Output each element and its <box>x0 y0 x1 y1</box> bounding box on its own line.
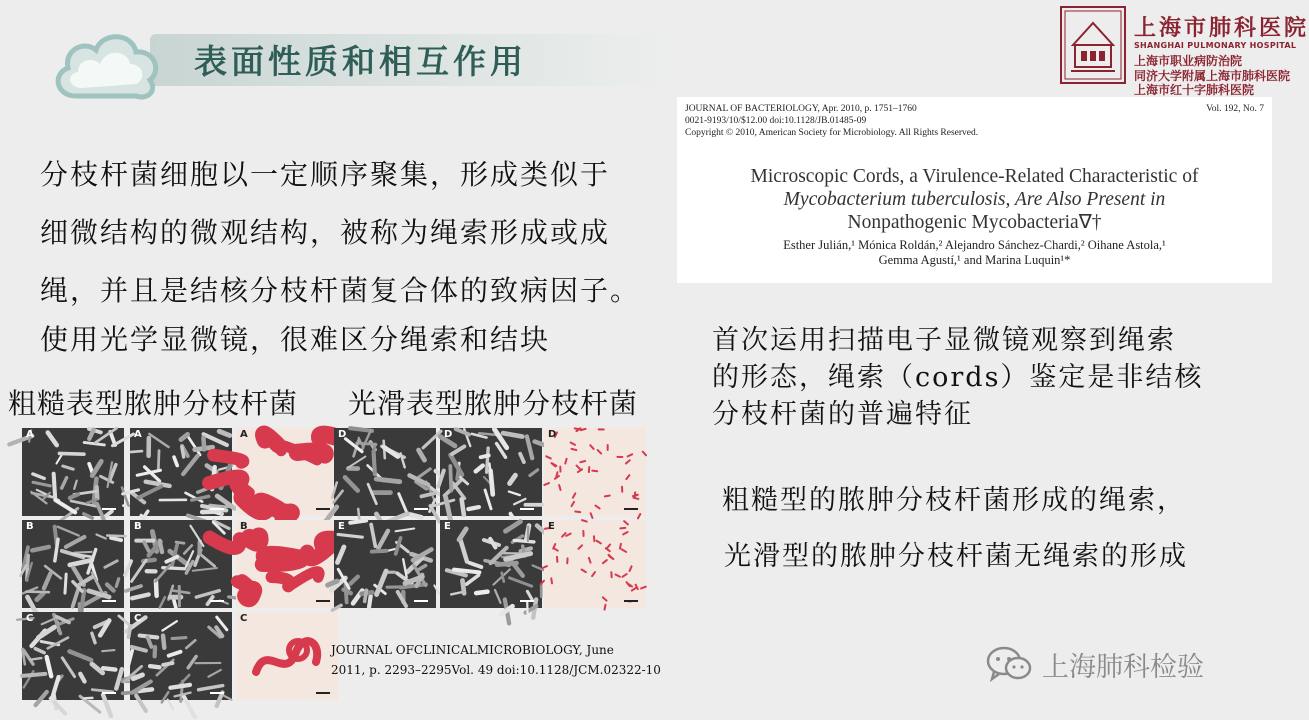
scale-bar <box>414 508 428 510</box>
micrograph-tile <box>236 612 338 700</box>
micrograph-image <box>440 520 542 608</box>
scale-bar <box>520 600 534 602</box>
micrograph-tile-label: D <box>338 429 347 440</box>
right-statement-smooth: 光滑型的脓肿分枝杆菌无绳索的形成 <box>724 541 1188 572</box>
paper-issn: 0021-9193/10/$12.00 doi:10.1128/JB.01485-09 <box>685 116 867 126</box>
watermark-text: 上海肺科检验 <box>1042 651 1204 683</box>
micrograph-image <box>130 612 232 700</box>
scale-bar <box>624 508 638 510</box>
cloud-icon <box>48 18 168 108</box>
paper-copyright: Copyright © 2010, American Society for Microbiology. All Rights Reserved. <box>685 128 979 138</box>
caption-smooth: 光滑表型脓肿分枝杆菌 <box>348 387 639 420</box>
scale-bar <box>520 508 534 510</box>
paper-title-line: Mycobacterium tuberculosis, Are Also Present in <box>783 189 1166 210</box>
scale-bar <box>316 692 330 694</box>
right-paragraph-line: 的形态，绳索（cords）鉴定是非结核 <box>712 362 1204 393</box>
micrograph-image <box>440 428 542 516</box>
micrograph-tile <box>544 520 646 608</box>
paper-authors-line: Esther Julián,¹ Mónica Roldán,² Alejandro Sánchez-Chardi,² Oihane Astola,¹ <box>783 238 1166 252</box>
micrograph-tile <box>440 428 542 516</box>
micrograph-tile <box>22 520 124 608</box>
wechat-icon <box>986 646 1032 682</box>
micrograph-tile-label: A <box>134 429 142 440</box>
micrograph-tile-label: A <box>26 429 34 440</box>
left-paragraph <box>40 146 680 320</box>
paper-authors-line: Gemma Agustí,¹ and Marina Luquin¹* <box>878 253 1071 267</box>
left-paragraph-line: 绳，并且是结核分枝杆菌复合体的致病因子。 <box>40 274 641 307</box>
micrograph-tile <box>334 520 436 608</box>
right-paragraph-line: 分枝杆菌的普遍特征 <box>712 399 973 430</box>
logo-name-en: SHANGHAI PULMONARY HOSPITAL <box>1134 41 1297 50</box>
micrograph-tile <box>236 428 338 516</box>
left-paragraph-line: 分枝杆菌细胞以一定顺序聚集，形成类似于 <box>40 158 611 191</box>
micrograph-tile <box>236 520 338 608</box>
micrograph-tile-label: E <box>338 521 345 532</box>
hospital-building-emblem-icon <box>1059 5 1127 85</box>
logo-subname-1: 上海市职业病防治院 <box>1134 54 1243 68</box>
scale-bar <box>210 692 224 694</box>
scale-bar <box>102 692 116 694</box>
micrograph-tile-label: C <box>134 613 142 624</box>
micrograph-tile-label: E <box>444 521 451 532</box>
micrograph-tile-label: B <box>134 521 142 532</box>
micrograph-image <box>22 428 124 516</box>
paper-volume: Vol. 192, No. 7 <box>1206 104 1264 114</box>
paper-title-line: Microscopic Cords, a Virulence-Related Characteristic of <box>750 166 1199 187</box>
micrograph-image <box>236 428 338 516</box>
micrograph-tile-label: C <box>240 613 248 624</box>
scale-bar <box>102 600 116 602</box>
scale-bar <box>316 600 330 602</box>
micrograph-tile-label: B <box>240 521 248 532</box>
logo-name-cn: 上海市肺科医院 <box>1134 15 1309 41</box>
micrograph-tile-label: D <box>444 429 453 440</box>
micrograph-tile <box>334 428 436 516</box>
hospital-logo <box>1056 3 1309 97</box>
scale-bar <box>624 600 638 602</box>
micrograph-image <box>130 520 232 608</box>
journal-citation <box>331 640 661 680</box>
paper-header-image <box>677 97 1272 283</box>
micrograph-tile <box>22 428 124 516</box>
micrograph-image <box>334 428 436 516</box>
page-title: 表面性质和相互作用 <box>194 42 527 81</box>
scale-bar <box>210 508 224 510</box>
right-statement-rough: 粗糙型的脓肿分枝杆菌形成的绳索， <box>722 485 1186 516</box>
micrograph-tile <box>22 612 124 700</box>
paper-authors <box>685 238 1264 268</box>
micrograph-tile <box>544 428 646 516</box>
logo-subname-3: 上海市红十字肺科医院 <box>1134 83 1255 97</box>
left-paragraph-line: 细微结构的微观结构，被称为绳索形成或成 <box>40 216 611 249</box>
micrograph-tile <box>440 520 542 608</box>
micrograph-image <box>22 612 124 700</box>
micrograph-tile <box>130 428 232 516</box>
micrograph-tile-label: E <box>548 521 555 532</box>
micrograph-tile-label: A <box>240 429 248 440</box>
paper-title <box>685 165 1264 234</box>
caption-rough: 粗糙表型脓肿分枝杆菌 <box>8 387 299 420</box>
scale-bar <box>316 508 330 510</box>
citation-line: 2011, p. 2293–2295Vol. 49 doi:10.1128/JCM.02322-10 <box>331 663 661 677</box>
left-statement: 使用光学显微镜，很难区分绳索和结块 <box>40 323 551 356</box>
micrograph-tile <box>130 612 232 700</box>
paper-meta <box>685 103 1264 139</box>
micrograph-image <box>22 520 124 608</box>
micrograph-tile <box>130 520 232 608</box>
scale-bar <box>210 600 224 602</box>
scale-bar <box>102 508 116 510</box>
scale-bar <box>414 600 428 602</box>
logo-subname-2: 同济大学附属上海市肺科医院 <box>1134 69 1291 83</box>
paper-title-line: Nonpathogenic Mycobacteria∇† <box>847 212 1102 233</box>
micrograph-tile-label: C <box>26 613 34 624</box>
paper-journal-line: JOURNAL OF BACTERIOLOGY, Apr. 2010, p. 1751–1760 <box>685 104 917 114</box>
watermark <box>986 644 1204 684</box>
micrograph-image <box>236 520 338 608</box>
micrograph-tile-label: D <box>548 429 557 440</box>
citation-line: JOURNAL OFCLINICALMICROBIOLOGY, June <box>331 643 614 657</box>
micrograph-tile-label: B <box>26 521 34 532</box>
micrograph-image <box>130 428 232 516</box>
right-paragraph <box>712 322 1203 433</box>
micrograph-image <box>544 428 646 516</box>
right-paragraph-line: 首次运用扫描电子显微镜观察到绳索 <box>712 325 1176 356</box>
micrograph-image <box>544 520 646 608</box>
micrograph-image <box>236 612 338 700</box>
micrograph-image <box>334 520 436 608</box>
